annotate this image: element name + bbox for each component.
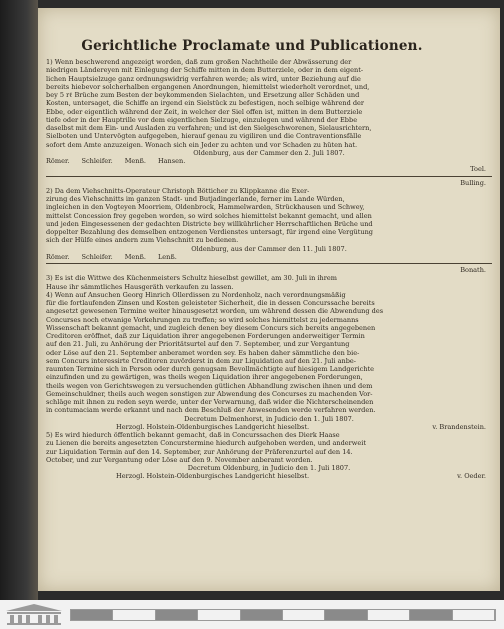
text-line: oder Löse auf den 21. September anberamet worden sey. Es haben daher sämmtliche den bie-: [46, 348, 360, 357]
text-line: doppelter Bezahlung des demselben entzogenen Verdienstes untersagt, für irgend eine Vergütung: [46, 228, 373, 236]
scale-segment: [453, 610, 495, 620]
signature-name: Schleifer.: [81, 157, 113, 165]
text-line: Gemeinschuldner, theils auch wegen sonstigen zur Abwendung des Concurses zu machenden Vor-: [46, 389, 373, 398]
text-line: sich der Hülfe eines andern zum Viehschnitt zu bedienen.: [46, 236, 239, 245]
text-line: bereits hiebevor solcherhalben ergangenen Anordnungen, hiemittelst wiederholt verordnet, und,: [46, 82, 370, 91]
announcement-1: [46, 58, 492, 149]
scale-segment: [325, 610, 367, 620]
text-line: auf den 21. Juli, zu Anhörung der Prioritätsurtel auf den 7. September, und zur Vergantung: [46, 340, 350, 349]
text-line: zirung des Viehschnitts im ganzen Stadt- und Butjadingerlande, ferner im Lande Würden,: [46, 195, 345, 203]
court-5: Herzogl. Holstein-Oldenburgisches Landgericht hieselbst.: [116, 472, 310, 481]
text-line: Wissenschaft bekannt gemacht, und zugleich denen bey diesem Concurs sich bereits angegebenen: [46, 323, 376, 332]
text-line: 2) Da dem Viehschnitts-Operateur Christoph Bötticher zu Klippkanne die Exer-: [46, 186, 310, 195]
text-line: Concurses noch etwanige Vorkehrungen zu treffen; so wird solches hiemittelst zu jedermanns: [46, 315, 359, 324]
text-line: zur Liquidation Termin auf den 14. September, zur Anhörung der Präferenzurtel auf den 14.: [46, 447, 353, 456]
text-line: Kosten, untersaget, die Schiffe an irgend ein Sielstück zu befestigen, noch selbige während der: [46, 99, 365, 108]
court-line-4: [46, 423, 492, 431]
text-line: Sielboten und Untervögten aufgegeben, hierauf genau zu vigiliren und die Contraventionsfälle: [46, 132, 362, 141]
scale-bar: [70, 609, 496, 621]
text-line: zu Lienen die bereits angesetzten Concurstermine hiedurch aufgehoben werden, und anderweit: [46, 439, 366, 448]
signature-name: Römer.: [46, 252, 70, 261]
signature-name: Schleifer.: [81, 252, 113, 261]
text-line: 3) Es ist die Wittwe des Küchenmeisters Schultz hieselbst gewillet, am 30. Juli in ihrem: [46, 274, 337, 283]
text-line: und jeden Eingesessenen der gedachten Districte bey willkührlicher Herrschaftlichen Brüche und: [46, 219, 373, 228]
signatures-1: [46, 157, 492, 165]
text-line: tiefe oder in der Hauptrille vor dem eigentlichen Sielzuge, einzulegen und während der Ebbe: [46, 115, 358, 124]
scale-segment: [283, 610, 325, 620]
place-date-1: Oldenburg, aus der Cammer den 2. Juli 1807.: [193, 148, 345, 157]
text-line: sofort dem Amte anzuzeigen. Wonach sich ein Jeder zu achten und vor Schaden zu hüten hat.: [46, 140, 358, 149]
book-binding-edge: [0, 0, 38, 600]
text-line: Ebbe, oder eigentlich während der Zeit, in welcher der Siel offen ist, mitten in dem Butterziele: [46, 107, 363, 116]
text-line: angesetzt gewesenen Termine weiter hinausgesetzt worden, um während dessen die Abwendung des: [46, 307, 384, 316]
text-line: in contumaciam werde erkannt und nach dem Beschluß der Anwesenden werde verfahren werden.: [46, 406, 376, 415]
signature-name: Menß.: [124, 157, 146, 165]
clerk-5: v. Oeder.: [457, 472, 486, 481]
text-line: sem Concurs interessirte Creditoren zuvörderst in dem zur Liquidation auf den 21. Juli anbe-: [46, 356, 356, 365]
clerk-4: v. Brandenstein.: [432, 422, 486, 431]
place-date-5: Decretum Oldenburg, in Judicio den 1. Juli 1807.: [187, 464, 351, 472]
signature-name: Lenß.: [157, 252, 177, 261]
scale-segment: [410, 610, 452, 620]
signature-name: Römer.: [46, 157, 70, 165]
announcements-body: [46, 58, 492, 481]
announcement-3: [46, 274, 492, 291]
scale-segment: [113, 610, 155, 620]
text-line: bey 5 rℓ Brüche zum Besten der beykommenden Sielachten, und Ersetzung aller Schäden und: [46, 91, 360, 99]
clerk-2-top: Bulling.: [460, 178, 486, 187]
court-line-5: [46, 472, 492, 480]
divider-1: [46, 176, 492, 177]
text-line: schläge mit ihnen zu reden seyn werde, unter der Verwarnung, daß wider die Nichterscheinenden: [46, 398, 374, 406]
text-line: 1) Wenn beschwerend angezeigt worden, daß zum großen Nachtheile der Abwässerung der: [46, 58, 352, 66]
text-line: mittelst Concession frey gegeben worden, so wird solches hiemittelst bekannt gemacht, und allen: [46, 211, 372, 220]
text-line: Hause ihr sämmtliches Hausgeräth verkaufen zu lassen.: [46, 282, 234, 291]
scale-segment: [198, 610, 240, 620]
text-line: niedrigen Ländereyen mit Einlegung der Schiffe mitten in dem Butterziele, oder in dem eigent-: [46, 66, 364, 75]
scale-segment: [241, 610, 283, 620]
scale-segment: [156, 610, 198, 620]
place-date-4: Decretum Delmenhorst, in Judicio den 1. Juli 1807.: [184, 414, 354, 423]
text-line: theils wegen von Gerichtswegen zu versuchenden gütlichen Abhandlung zwischen ihnen und dem: [46, 381, 373, 390]
text-line: daselbst mit dem Ein- und Ausladen zu verfahren; und ist den Sielgeschworenen, Sielausrichtern,: [46, 124, 372, 132]
court-4: Herzogl. Holstein-Oldenburgisches Landgericht hieselbst.: [116, 422, 310, 431]
text-line: 4) Wenn auf Ansuchen Georg Hinrich Ollerdissen zu Nordenholz, nach verordnungsmäßig: [46, 290, 346, 299]
text-line: für die fortlaufenden Zinsen und Kosten geleisteter Sicherheit, die in dessen Concurssache bereits: [46, 299, 375, 307]
announcement-5: [46, 431, 492, 464]
scale-segment: [71, 610, 113, 620]
signature-name: Menß.: [124, 252, 146, 261]
viewer-footer: [0, 600, 504, 629]
signatures-2: [46, 253, 492, 261]
announcement-2: [46, 187, 492, 245]
clerk-1: Toel.: [470, 165, 486, 174]
place-date-2: Oldenburg, aus der Cammer den 11. Juli 1807.: [191, 244, 347, 253]
text-line: raumten Termine sich in Person oder durch genugsam Bevollmächtigte auf hiesigem Landgerichte: [46, 365, 375, 373]
divider-2: [46, 263, 492, 264]
text-line: October, und zur Vergantung oder Löse auf den 9. November anberamt worden.: [46, 455, 313, 464]
library-building-icon: [4, 603, 64, 625]
scale-segment: [368, 610, 410, 620]
text-line: 5) Es wird hiedurch öffentlich bekannt gemacht, daß in Concurssachen des Dierk Haase: [46, 431, 340, 439]
clerk-2: Bonath.: [460, 266, 486, 274]
text-line: lichen Hauptsielzuge ganz ordnungswidrig verfahren werde; als wird, unter Beziehung auf die: [46, 74, 361, 83]
signature-name: Hansen.: [157, 157, 186, 165]
announcement-4: [46, 291, 492, 415]
page-title: Gerichtliche Proclamate und Publicationen.: [81, 38, 423, 54]
text-line: ingleichen in den Vogteyen Moorriem, Oldenbrock, Hammelwarden, Strückhausen und Schwey,: [46, 203, 365, 212]
text-line: Creditoren eröffnet, daß zur Liquidation ihrer angegebenen Forderungen anderweitiger Termin: [46, 332, 365, 340]
text-line: einzufinden und zu gewärtigen, was theils wegen Liquidation ihrer angegebenen Forderungen,: [46, 373, 363, 382]
